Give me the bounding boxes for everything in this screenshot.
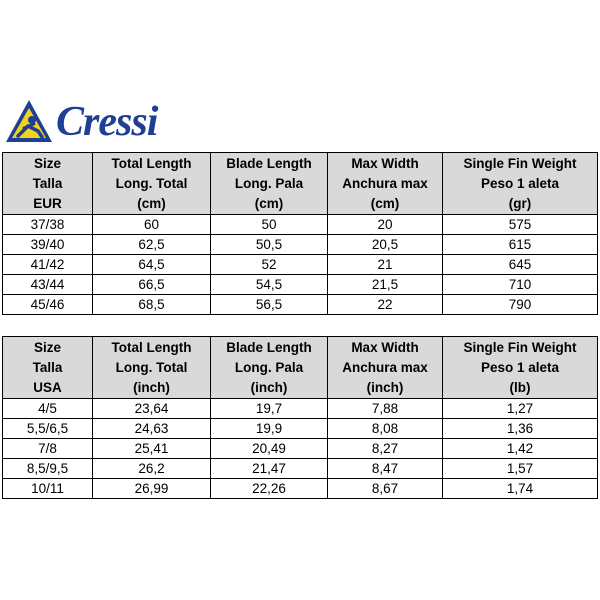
header-blade-length: Blade Length Long. Pala (cm) — [211, 153, 328, 215]
cell-total-length: 25,41 — [93, 439, 211, 459]
cell-max-width: 7,88 — [328, 399, 443, 419]
cell-fin-weight: 645 — [443, 255, 598, 275]
cell-fin-weight: 790 — [443, 295, 598, 315]
cell-blade-length: 19,7 — [211, 399, 328, 419]
cell-size: 41/42 — [3, 255, 93, 275]
cell-fin-weight: 1,42 — [443, 439, 598, 459]
cell-total-length: 62,5 — [93, 235, 211, 255]
cell-size: 7/8 — [3, 439, 93, 459]
cell-size: 37/38 — [3, 215, 93, 235]
cell-size: 5,5/6,5 — [3, 419, 93, 439]
table-row — [3, 215, 598, 235]
cell-blade-length: 50 — [211, 215, 328, 235]
usa-size-table — [2, 336, 598, 499]
cell-max-width: 22 — [328, 295, 443, 315]
header-fin-weight: Single Fin Weight Peso 1 aleta (lb) — [443, 337, 598, 399]
cell-total-length: 24,63 — [93, 419, 211, 439]
cell-fin-weight: 1,57 — [443, 459, 598, 479]
cell-total-length: 64,5 — [93, 255, 211, 275]
table-row — [3, 399, 598, 419]
cell-size: 10/11 — [3, 479, 93, 499]
table-row — [3, 235, 598, 255]
cell-max-width: 20,5 — [328, 235, 443, 255]
cell-blade-length: 50,5 — [211, 235, 328, 255]
header-size: Size Talla USA — [3, 337, 93, 399]
cell-size: 39/40 — [3, 235, 93, 255]
cell-total-length: 60 — [93, 215, 211, 235]
cell-max-width: 8,08 — [328, 419, 443, 439]
cell-max-width: 8,27 — [328, 439, 443, 459]
cell-fin-weight: 575 — [443, 215, 598, 235]
table-header-row — [3, 337, 598, 399]
table-row — [3, 459, 598, 479]
cell-max-width: 21 — [328, 255, 443, 275]
eur-size-table — [2, 152, 598, 315]
cell-total-length: 23,64 — [93, 399, 211, 419]
header-blade-length: Blade Length Long. Pala (inch) — [211, 337, 328, 399]
cell-total-length: 68,5 — [93, 295, 211, 315]
diver-logo-icon — [4, 98, 54, 146]
header-max-width: Max Width Anchura max (inch) — [328, 337, 443, 399]
table-header-row — [3, 153, 598, 215]
cell-max-width: 8,47 — [328, 459, 443, 479]
cell-fin-weight: 1,74 — [443, 479, 598, 499]
cell-fin-weight: 615 — [443, 235, 598, 255]
cell-total-length: 66,5 — [93, 275, 211, 295]
header-total-length: Total Length Long. Total (inch) — [93, 337, 211, 399]
table-row — [3, 295, 598, 315]
cell-blade-length: 19,9 — [211, 419, 328, 439]
cell-total-length: 26,2 — [93, 459, 211, 479]
cressi-logo — [4, 98, 188, 146]
cell-size: 45/46 — [3, 295, 93, 315]
table-row — [3, 419, 598, 439]
cell-size: 8,5/9,5 — [3, 459, 93, 479]
header-fin-weight: Single Fin Weight Peso 1 aleta (gr) — [443, 153, 598, 215]
table-row — [3, 439, 598, 459]
cell-blade-length: 52 — [211, 255, 328, 275]
cell-max-width: 21,5 — [328, 275, 443, 295]
cell-blade-length: 21,47 — [211, 459, 328, 479]
logo-text: Cressi — [56, 99, 158, 145]
cell-max-width: 8,67 — [328, 479, 443, 499]
cell-total-length: 26,99 — [93, 479, 211, 499]
header-total-length: Total Length Long. Total (cm) — [93, 153, 211, 215]
cell-max-width: 20 — [328, 215, 443, 235]
header-size: Size Talla EUR — [3, 153, 93, 215]
table-row — [3, 479, 598, 499]
cell-blade-length: 56,5 — [211, 295, 328, 315]
table-row — [3, 255, 598, 275]
cell-fin-weight: 710 — [443, 275, 598, 295]
cell-size: 43/44 — [3, 275, 93, 295]
cell-blade-length: 54,5 — [211, 275, 328, 295]
cell-blade-length: 20,49 — [211, 439, 328, 459]
cell-fin-weight: 1,27 — [443, 399, 598, 419]
table-row — [3, 275, 598, 295]
cell-fin-weight: 1,36 — [443, 419, 598, 439]
header-max-width: Max Width Anchura max (cm) — [328, 153, 443, 215]
cell-blade-length: 22,26 — [211, 479, 328, 499]
cell-size: 4/5 — [3, 399, 93, 419]
